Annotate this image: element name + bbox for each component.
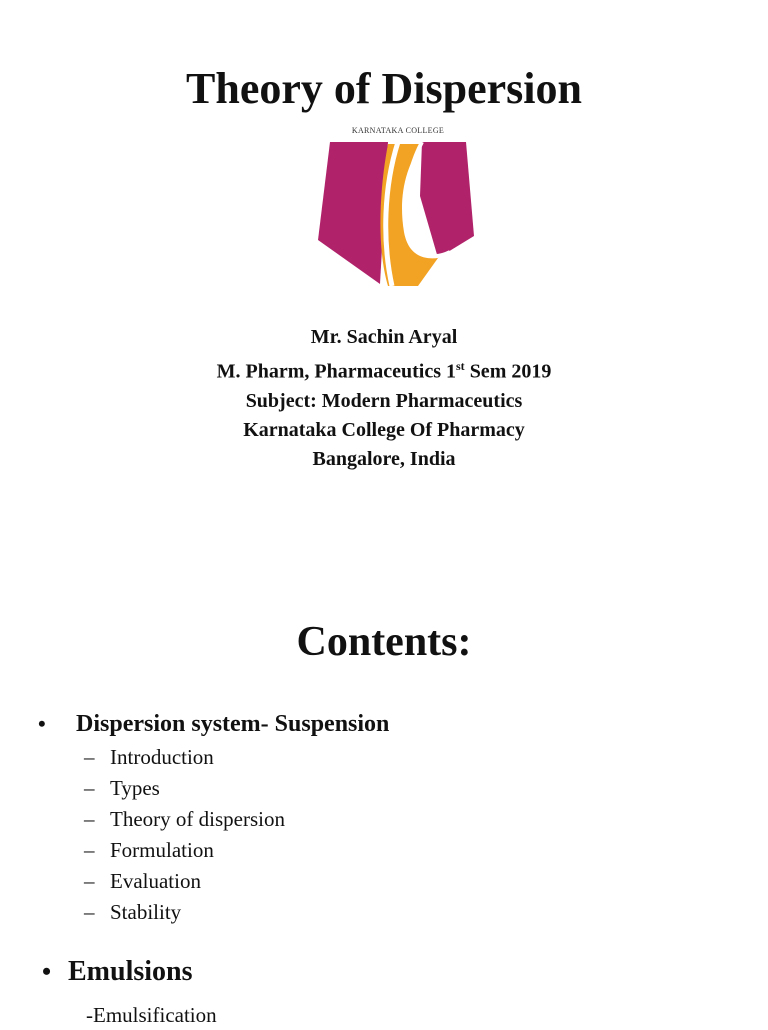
contents-title: Contents: xyxy=(296,619,472,665)
list-item xyxy=(38,706,389,742)
bullet-marker: • xyxy=(42,957,52,986)
author-subject: Subject: Modern Pharmaceutics xyxy=(245,389,523,412)
sub-list-item: – Theory of dispersion xyxy=(84,807,285,831)
author-college: Karnataka College Of Pharmacy xyxy=(243,418,525,441)
logo-caption: KARNATAKA COLLEGE xyxy=(351,126,445,135)
bullet-marker: • xyxy=(38,711,46,736)
author-location: Bangalore, India xyxy=(312,447,456,470)
author-degree: M. Pharm, Pharmaceutics 1st Sem 2019 xyxy=(216,359,552,383)
sub-list-item: – Introduction xyxy=(84,745,214,769)
contents-list xyxy=(38,706,389,928)
list-item xyxy=(42,952,193,992)
author-info xyxy=(0,323,768,474)
sub-list-item: – Formulation xyxy=(84,838,214,862)
sub-list xyxy=(84,742,389,928)
logo-emblem-icon xyxy=(318,136,478,292)
slide-title: Theory of Dispersion xyxy=(186,64,582,113)
college-logo xyxy=(318,126,478,292)
logo-magenta-left xyxy=(318,142,388,284)
sub-list-item: – Evaluation xyxy=(84,869,201,893)
bullet-text: Dispersion system- Suspension xyxy=(76,711,390,737)
bullet-text: Emulsions xyxy=(68,956,193,987)
sub-list-item: – Types xyxy=(84,776,160,800)
sub-list-item: – Stability xyxy=(84,900,182,924)
logo-magenta-right xyxy=(420,142,474,258)
sub-list-item: -Emulsification xyxy=(86,1003,217,1027)
author-name: Mr. Sachin Aryal xyxy=(310,326,458,348)
